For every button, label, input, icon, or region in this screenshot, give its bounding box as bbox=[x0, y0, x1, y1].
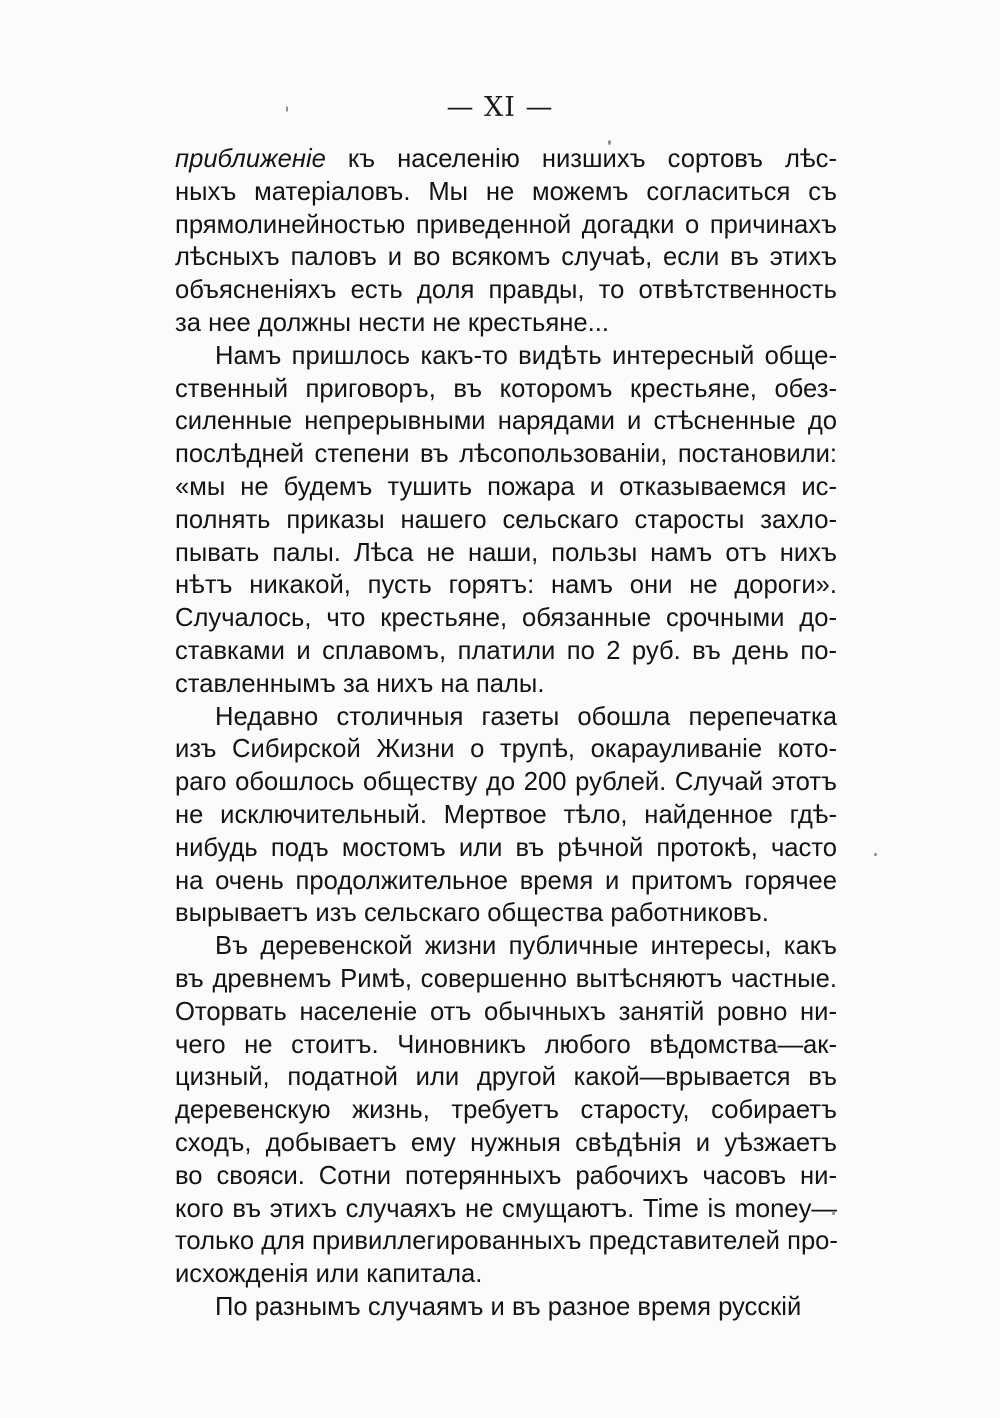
text-line: не исключительный. Мертвое тѣло, найденное гдѣ- bbox=[175, 800, 837, 829]
text-line: полнять приказы нашего сельскаго старосты захло- bbox=[175, 505, 837, 534]
paragraph bbox=[175, 1291, 837, 1324]
text-line: Намъ пришлось какъ-то видѣть интересный обще- bbox=[215, 341, 837, 370]
text-line: ставленнымъ за нихъ на палы. bbox=[175, 669, 545, 698]
text-line: на очень продолжительное время и притомъ горячее bbox=[175, 866, 837, 895]
text-line: пывать палы. Лѣса не наши, пользы намъ отъ нихъ bbox=[175, 538, 837, 567]
text-line: деревенскую жизнь, требуетъ старосту, собираетъ bbox=[175, 1096, 837, 1125]
text-line: Случалось, что крестьяне, обязанные срочными до- bbox=[175, 604, 837, 633]
italic-word: приближеніе bbox=[175, 145, 326, 173]
text-line: Въ деревенской жизни публичные интересы, какъ bbox=[215, 932, 837, 961]
text-line: силенные непрерывными нарядами и стѣсненные до bbox=[175, 407, 837, 436]
text-line: нѣтъ никакой, пусть горятъ: намъ они не дороги». bbox=[175, 571, 837, 600]
text-line: цизный, податной или другой какой—врывается въ bbox=[175, 1063, 837, 1092]
text-line: ственный приговоръ, въ которомъ крестьяне, обез- bbox=[175, 374, 837, 403]
text-line: исхожденія или капитала. bbox=[175, 1260, 483, 1289]
text-line: чего не стоитъ. Чиновникъ любого вѣдомства—ак- bbox=[175, 1030, 837, 1059]
text-line: во свояси. Сотни потерянныхъ рабочихъ часовъ ни- bbox=[175, 1161, 837, 1190]
text-line: изъ Сибирской Жизни о трупѣ, окарауливаніе кото- bbox=[175, 735, 837, 764]
text-line: Недавно столичныя газеты обошла перепечатка bbox=[215, 702, 837, 731]
paragraph bbox=[175, 340, 837, 701]
text-line: вырываетъ изъ сельскаго общества работниковъ. bbox=[175, 899, 769, 928]
text-line: приближеніе къ населенію низшихъ сортовъ лѣс- bbox=[175, 145, 837, 173]
text-line: лѣсныхъ паловъ и во всякомъ случаѣ, если въ этихъ bbox=[175, 243, 837, 272]
text-line: послѣдней степени въ лѣсопользованіи, постановили: bbox=[175, 440, 837, 469]
text-line: «мы не будемъ тушить пожара и отказываемся ис- bbox=[175, 472, 837, 501]
paragraph bbox=[175, 143, 837, 340]
text-line: кого въ этихъ случаяхъ не смущаютъ. Time is money— bbox=[175, 1194, 837, 1223]
scan-speck bbox=[874, 853, 877, 856]
text-line: ныхъ матеріаловъ. Мы не можемъ согласиться съ bbox=[175, 177, 837, 206]
body-text bbox=[175, 143, 837, 1324]
scan-speck bbox=[286, 106, 288, 112]
text-line: раго обошлось обществу до 200 рублей. Случай этотъ bbox=[175, 768, 837, 797]
text-line: въ древнемъ Римѣ, совершенно вытѣсняютъ частные. bbox=[175, 964, 837, 993]
text-line: объясненіяхъ есть доля правды, то отвѣтственность bbox=[175, 276, 837, 305]
page-number: — XI — bbox=[446, 92, 554, 123]
text-line: Оторвать населеніе отъ обычныхъ занятій ровно ни- bbox=[175, 997, 837, 1026]
text-line: ставками и сплавомъ, платили по 2 руб. въ день по- bbox=[175, 636, 837, 665]
text-line: сходъ, добываетъ ему нужныя свѣдѣнія и уѣзжаетъ bbox=[175, 1128, 837, 1157]
text-line: прямолинейностью приведенной догадки о причинахъ bbox=[175, 210, 837, 239]
paragraph bbox=[175, 701, 837, 931]
text-line: По разнымъ случаямъ и въ разное время русскій bbox=[215, 1292, 802, 1321]
text-line: нибудь подъ мостомъ или въ рѣчной протокѣ, часто bbox=[175, 833, 837, 862]
paragraph bbox=[175, 930, 837, 1291]
text-line: только для привиллегированныхъ представителей про- bbox=[175, 1227, 838, 1256]
text-line: за нее должны нести не крестьяне... bbox=[175, 308, 609, 337]
